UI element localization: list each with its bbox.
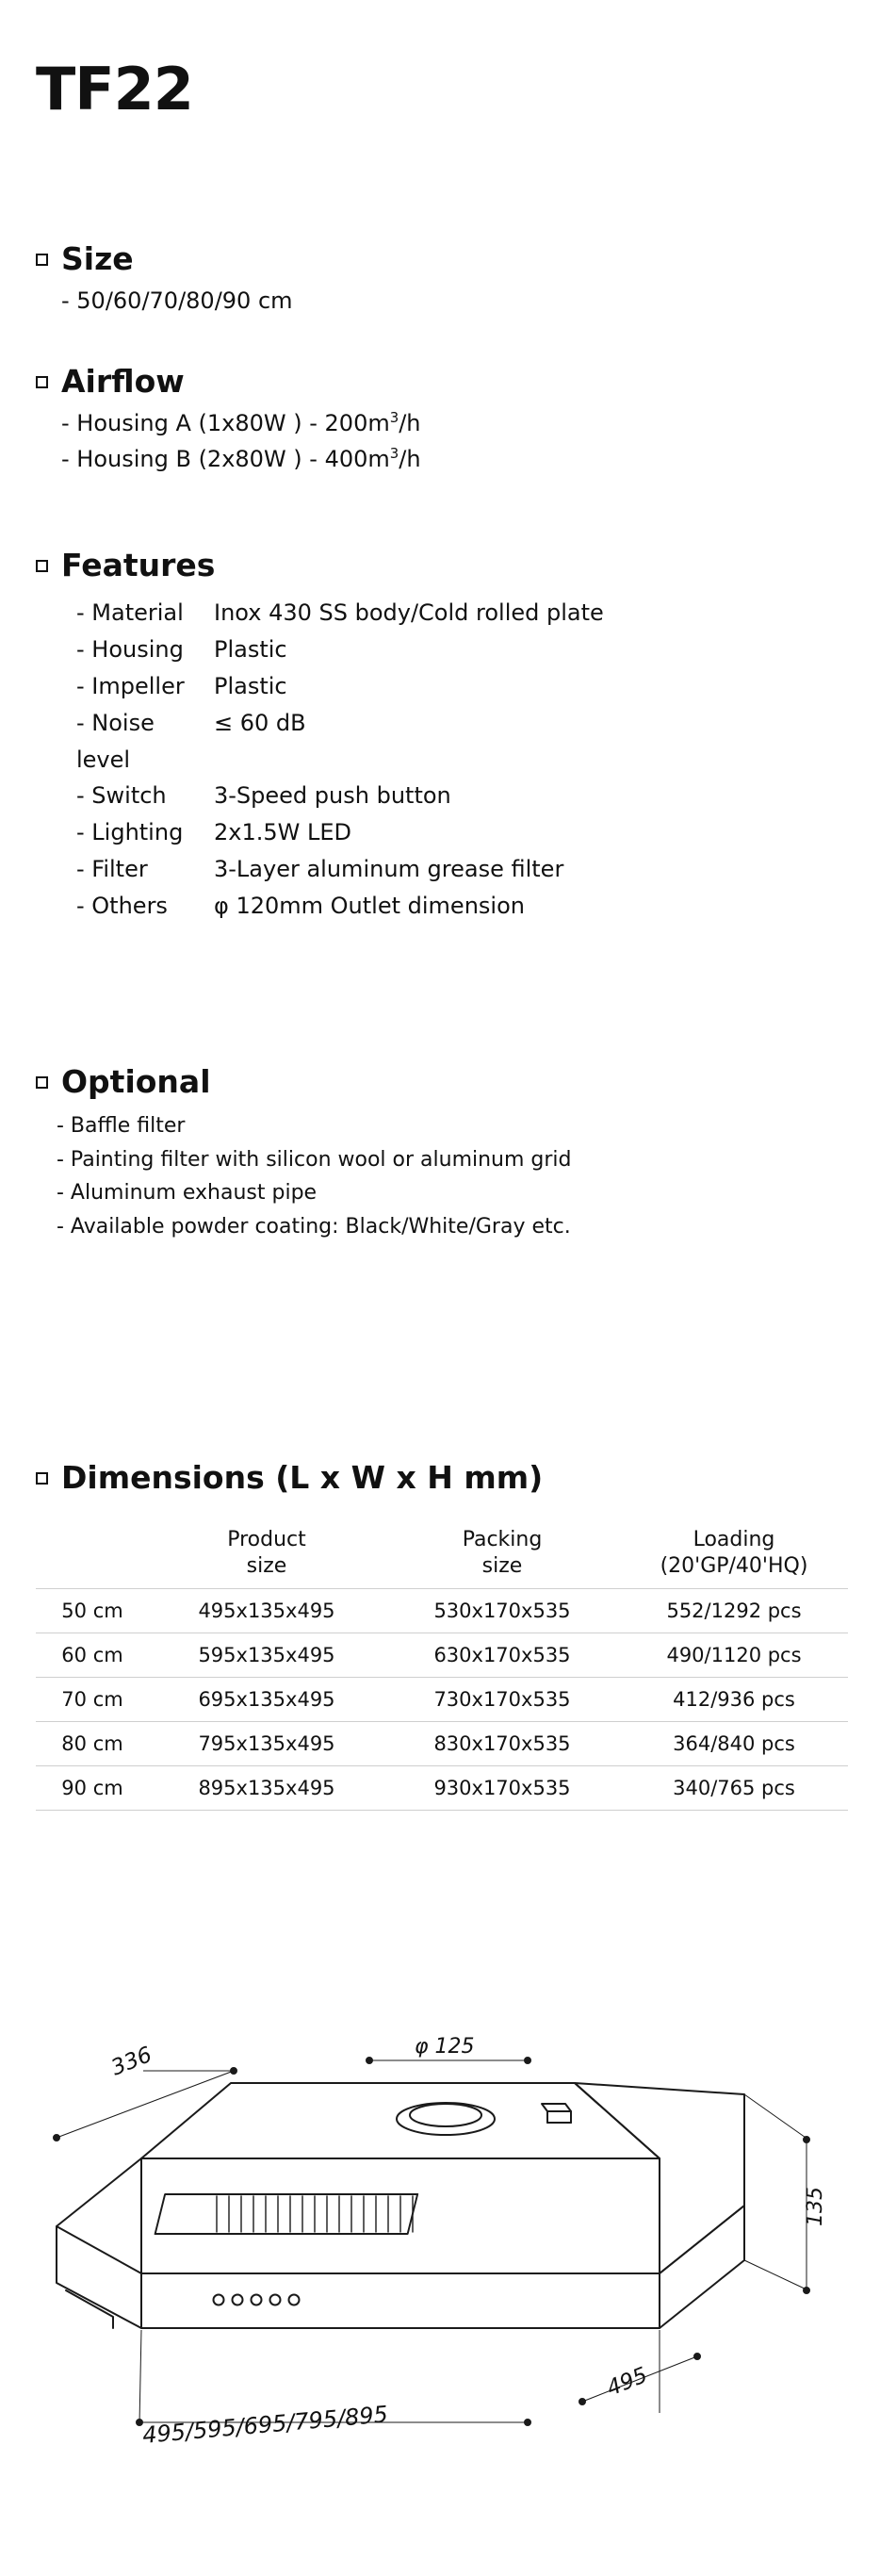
feature-key: - Material bbox=[76, 599, 184, 626]
grease-filter-grille bbox=[155, 2194, 417, 2234]
section-features bbox=[36, 547, 604, 925]
column-header-line1: Packing bbox=[462, 1528, 543, 1551]
label-height: 135 bbox=[804, 2187, 827, 2226]
feature-value: 3-Speed push button bbox=[214, 782, 451, 810]
column-header-line2: size bbox=[481, 1553, 523, 1578]
feature-row bbox=[76, 778, 604, 814]
feature-row bbox=[76, 888, 604, 925]
feature-key: - Filter bbox=[76, 856, 148, 883]
section-dimensions-title: Dimensions (L x W x H mm) bbox=[61, 1459, 544, 1496]
bullet-square-icon bbox=[36, 1076, 48, 1089]
cell-loading: 364/840 pcs bbox=[620, 1722, 848, 1766]
feature-value: Plastic bbox=[214, 635, 287, 663]
airflow-line-b-pre: - Housing B (2x80W ) - 400m bbox=[61, 446, 390, 473]
cell-packing-size: 830x170x535 bbox=[384, 1722, 620, 1766]
section-features-header bbox=[36, 547, 604, 583]
feature-key: - Lighting bbox=[76, 819, 184, 846]
cell-loading: 412/936 pcs bbox=[620, 1678, 848, 1722]
cell-packing-size: 930x170x535 bbox=[384, 1766, 620, 1811]
table-row bbox=[36, 1766, 848, 1811]
bullet-square-icon bbox=[36, 1472, 48, 1485]
section-size-line: - 50/60/70/80/90 cm bbox=[61, 287, 293, 314]
outlet-inner bbox=[410, 2104, 481, 2126]
cell-packing-size: 530x170x535 bbox=[384, 1589, 620, 1633]
hood-bottom-skirt bbox=[141, 2273, 660, 2328]
feature-row bbox=[76, 814, 604, 851]
airflow-line-a-pre: - Housing A (1x80W ) - 200m bbox=[61, 410, 390, 436]
section-size-header bbox=[36, 240, 293, 277]
optional-line: - Painting filter with silicon wool or aluminum grid bbox=[57, 1147, 572, 1172]
cell-packing-size: 730x170x535 bbox=[384, 1678, 620, 1722]
airflow-line-b-sup: 3 bbox=[389, 445, 399, 463]
cell-size: 50 cm bbox=[36, 1589, 149, 1633]
hood-right-panel bbox=[575, 2083, 744, 2273]
feature-key: - Others bbox=[76, 893, 168, 919]
feature-key: - Switch bbox=[76, 782, 167, 810]
feature-value: ≤ 60 dB bbox=[214, 709, 306, 736]
column-header-packing-size bbox=[384, 1525, 620, 1589]
cell-product-size: 795x135x495 bbox=[149, 1722, 384, 1766]
feature-key: - Noise level bbox=[76, 709, 155, 773]
table-header-row bbox=[36, 1525, 848, 1589]
hood-bottom-skirt-right bbox=[660, 2206, 744, 2328]
cell-packing-size: 630x170x535 bbox=[384, 1633, 620, 1678]
label-depth-right: 495 bbox=[603, 2363, 651, 2402]
cell-size: 70 cm bbox=[36, 1678, 149, 1722]
label-depth-top: 336 bbox=[107, 2043, 155, 2081]
feature-key: - Impeller bbox=[76, 672, 185, 699]
airflow-line-a bbox=[61, 405, 421, 441]
feature-row bbox=[76, 705, 604, 779]
dimensions-table bbox=[36, 1525, 848, 1811]
hood-top-panel bbox=[141, 2083, 660, 2158]
feature-value: Inox 430 SS body/Cold rolled plate bbox=[214, 599, 604, 626]
feature-row bbox=[76, 668, 604, 705]
label-width-bottom: 495/595/695/795/895 bbox=[141, 2401, 389, 2449]
cell-size: 60 cm bbox=[36, 1633, 149, 1678]
cell-loading: 552/1292 pcs bbox=[620, 1589, 848, 1633]
cell-size: 80 cm bbox=[36, 1722, 149, 1766]
column-header-loading bbox=[620, 1525, 848, 1589]
airflow-line-b bbox=[61, 441, 421, 477]
feature-row bbox=[76, 595, 604, 632]
bullet-square-icon bbox=[36, 254, 48, 266]
optional-line: - Aluminum exhaust pipe bbox=[57, 1181, 318, 1206]
airflow-line-a-post: /h bbox=[399, 410, 421, 436]
feature-value: φ 120mm Outlet dimension bbox=[214, 893, 525, 919]
column-header-line2: (20'GP/40'HQ) bbox=[660, 1553, 808, 1578]
page-title: TF22 bbox=[36, 55, 193, 123]
section-airflow-title: Airflow bbox=[61, 363, 185, 400]
column-header-line1: Loading bbox=[693, 1528, 775, 1551]
section-dimensions-header bbox=[36, 1459, 543, 1496]
column-header-size bbox=[36, 1525, 149, 1589]
section-optional bbox=[36, 1063, 572, 1244]
grille-slats bbox=[217, 2196, 413, 2232]
cell-product-size: 895x135x495 bbox=[149, 1766, 384, 1811]
table-row bbox=[36, 1678, 848, 1722]
section-size-title: Size bbox=[61, 240, 134, 277]
cell-size: 90 cm bbox=[36, 1766, 149, 1811]
feature-value: Plastic bbox=[214, 672, 287, 699]
feature-row bbox=[76, 851, 604, 888]
section-optional-header bbox=[36, 1063, 572, 1100]
optional-line: - Baffle filter bbox=[57, 1114, 186, 1138]
product-technical-drawing bbox=[0, 2017, 880, 2564]
section-features-title: Features bbox=[61, 547, 216, 583]
cell-loading: 340/765 pcs bbox=[620, 1766, 848, 1811]
cell-product-size: 695x135x495 bbox=[149, 1678, 384, 1722]
top-small-box bbox=[542, 2104, 571, 2111]
feature-value: 2x1.5W LED bbox=[214, 819, 352, 846]
table-row bbox=[36, 1633, 848, 1678]
cell-product-size: 595x135x495 bbox=[149, 1633, 384, 1678]
cell-product-size: 495x135x495 bbox=[149, 1589, 384, 1633]
column-header-product-size bbox=[149, 1525, 384, 1589]
label-outlet: φ 125 bbox=[415, 2035, 475, 2059]
feature-key: - Housing bbox=[76, 635, 184, 663]
airflow-line-a-sup: 3 bbox=[389, 409, 399, 426]
airflow-line-b-post: /h bbox=[399, 446, 421, 473]
hood-left-panel bbox=[57, 2158, 141, 2328]
section-optional-title: Optional bbox=[61, 1063, 211, 1100]
section-dimensions bbox=[36, 1459, 543, 1501]
column-header-line2: size bbox=[246, 1553, 287, 1578]
table-row bbox=[36, 1722, 848, 1766]
control-buttons bbox=[214, 2295, 300, 2305]
bullet-square-icon bbox=[36, 560, 48, 572]
feature-row bbox=[76, 632, 604, 668]
cell-loading: 490/1120 pcs bbox=[620, 1633, 848, 1678]
bullet-square-icon bbox=[36, 376, 48, 388]
section-airflow-header bbox=[36, 363, 421, 400]
section-size bbox=[36, 240, 293, 319]
feature-value: 3-Layer aluminum grease filter bbox=[214, 856, 564, 883]
dimension-lines bbox=[54, 2058, 810, 2426]
column-header-line1: Product bbox=[227, 1528, 306, 1551]
table-row bbox=[36, 1589, 848, 1633]
optional-line: - Available powder coating: Black/White/Gray etc. bbox=[57, 1214, 571, 1239]
section-airflow bbox=[36, 363, 421, 478]
